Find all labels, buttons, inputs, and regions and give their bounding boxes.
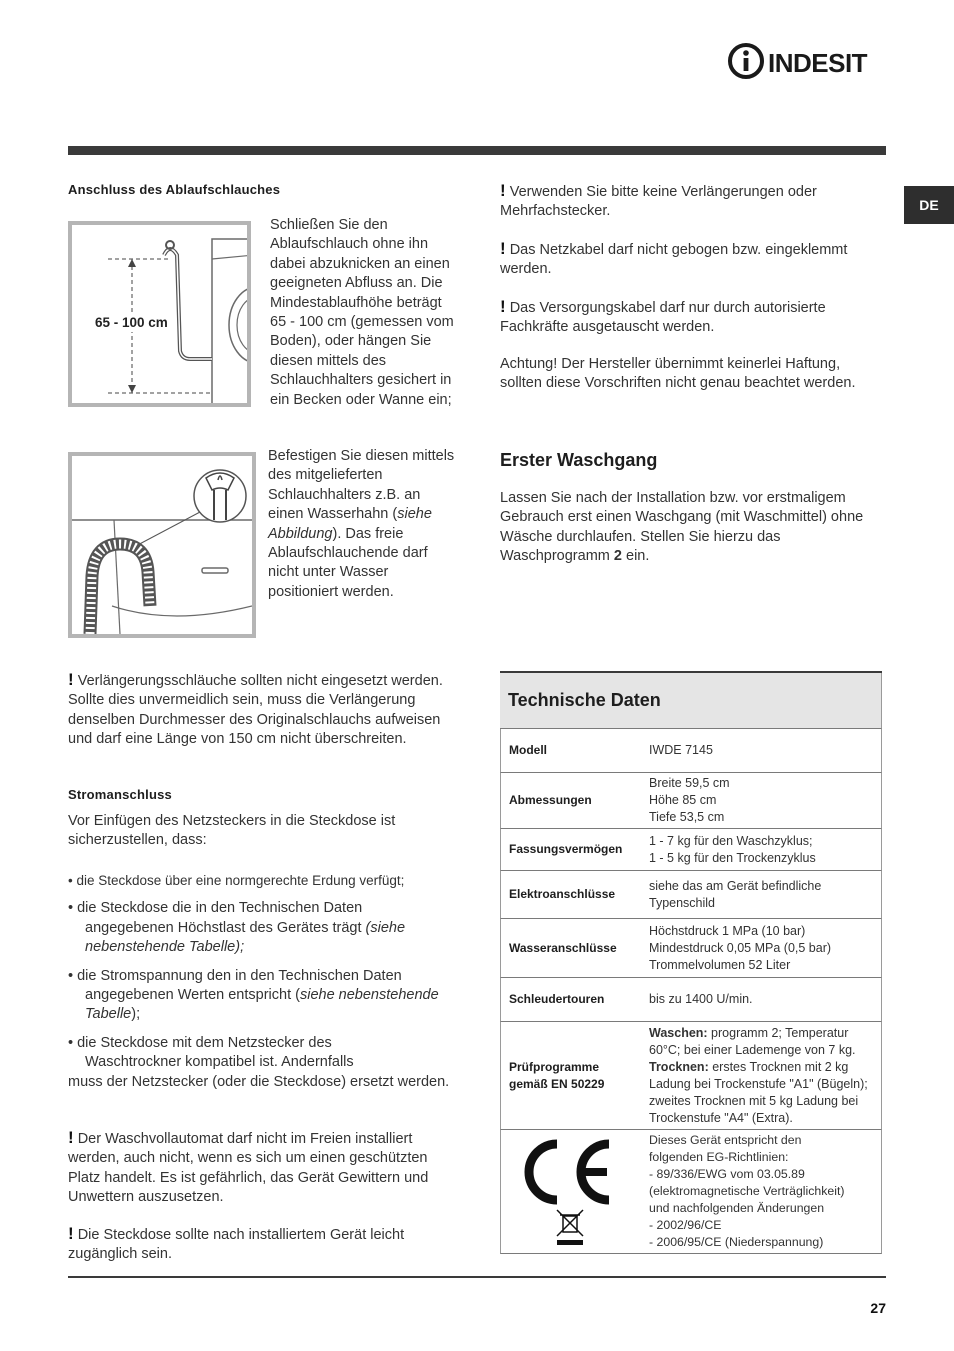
table-row: Schleudertouren bis zu 1400 U/min.: [500, 978, 882, 1022]
table-row: Dieses Gerät entspricht den folgenden EG-Richtlinien: - 89/336/EWG vom 03.05.89 (elektromagnetische Verträglichkeit) und nachfolgenden Änderungen - 2002/96/CE - 2006/95/CE (Niederspannung): [500, 1130, 882, 1254]
bullet-grounding: • die Steckdose über eine normgerechte Erdung verfügt;: [68, 873, 405, 888]
power-intro: Vor Einfügen des Netzsteckers in die Steckdose ist sicherzustellen, dass:: [68, 813, 396, 849]
first-wash-heading: Erster Waschgang: [500, 450, 658, 470]
warning-icon: !: [68, 1224, 74, 1243]
hose-holder-text: Befestigen Sie diesen mittels des mitgelieferten Schlauchhalters z.B. an einen Wasserhahn (siehe Abbildung). Das freie Ablaufschlauchende darf nicht unter Wasser positioniert werden.: [268, 448, 455, 600]
table-row: Wasseranschlüsse Höchstdruck 1 MPa (10 bar) Mindestdruck 0,05 MPa (0,5 bar) Trommelvolumen 52 Liter: [500, 919, 882, 978]
warning-icon: !: [500, 239, 506, 258]
outdoor-warning: ! Der Waschvollautomat darf nicht im Freien installiert werden, auch nicht, wenn es sich um einen geschützten Platz handelt. Es ist gefährlich, das Gerät Gewittern und Unwettern auszusetzen.: [68, 1128, 429, 1206]
height-range-label: 65 - 100 cm: [95, 315, 168, 330]
warning-cable-bent: ! Das Netzkabel darf nicht gebogen bzw. eingeklemmt werden.: [500, 239, 848, 278]
first-wash-text: Lassen Sie nach der Installation bzw. vor erstmaligem Gebrauch erst einen Waschgang (mit Waschmittel) ohne Wäsche durchlaufen. Stellen Sie hierzu das Waschprogramm 2 ein.: [500, 490, 864, 565]
warning-cable-replace: ! Das Versorgungskabel darf nur durch autorisierte Fachkräfte ausgetauscht werden.: [500, 297, 826, 336]
drain-connection-text: Schließen Sie den Ablaufschlauch ohne ihn dabei abzuknicken an einen geeigneten Abfluss an. Die Mindestablaufhöhe beträgt 65 - 100 cm (gemessen vom Boden), oder hängen Sie diesen mittels des Schlauchhalters gesichert in ein Becken oder Wanne ein;: [270, 217, 454, 408]
table-row: Modell IWDE 7145: [500, 729, 882, 773]
table-row: Prüfprogramme gemäß EN 50229 Waschen: programm 2; Temperatur 60°C; bei einer Lademenge von 7 kg. Trocknen: erstes Trocknen mit 2 kg Ladung bei Trockenstufe "A1" (Bügeln); zweites Trocknen mit 5 kg Ladung bei Trockenstufe "A4" (Extra).: [500, 1022, 882, 1130]
header-rule: [68, 146, 886, 155]
socket-access-warning: ! Die Steckdose sollte nach installiertem Gerät leicht zugänglich sein.: [68, 1224, 405, 1263]
power-bullets: [68, 871, 458, 1101]
language-tab: DE: [904, 186, 954, 224]
bullet-compatible: • die Steckdose mit dem Netzstecker des Waschtrockner kompatibel ist. Andernfalls muss der Netzstecker (oder die Steckdose) ersetzt werden.: [68, 1034, 450, 1090]
table-row: Abmessungen Breite 59,5 cm Höhe 85 cm Tiefe 53,5 cm: [500, 773, 882, 829]
tech-data-table: [500, 671, 882, 1254]
table-row: Elektroanschlüsse siehe das am Gerät befindliche Typenschild: [500, 871, 882, 919]
warning-no-extension: ! Verwenden Sie bitte keine Verlängerungen oder Mehrfachstecker.: [500, 181, 817, 220]
table-row: Fassungsvermögen 1 - 7 kg für den Waschzyklus; 1 - 5 kg für den Trockenzyklus: [500, 829, 882, 871]
weee-bin-icon: [557, 1210, 583, 1245]
bullet-voltage: • die Stromspannung den in den Technischen Daten angegebenen Werten entspricht (siehe nebenstehende Tabelle);: [68, 967, 439, 1023]
warning-icon: !: [500, 181, 506, 200]
drain-heading: Anschluss des Ablaufschlauches: [68, 182, 281, 197]
liability-caution: Achtung! Der Hersteller übernimmt keinerlei Haftung, sollten diese Vorschriften nicht genau beachtet werden.: [500, 356, 856, 392]
power-heading: Stromanschluss: [68, 787, 172, 802]
indesit-logo: [726, 40, 888, 82]
footer-rule: [68, 1276, 886, 1278]
drain-height-illustration: [68, 221, 251, 407]
bullet-load: • die Steckdose die in den Technischen Daten angegebenen Höchstlast des Gerätes trägt (siehe nebenstehende Tabelle);: [68, 900, 406, 956]
hose-holder-illustration: [68, 452, 256, 638]
warning-icon: !: [68, 670, 74, 689]
svg-text:INDESIT: INDESIT: [768, 48, 868, 78]
extension-hose-warning: ! Verlängerungsschläuche sollten nicht eingesetzt werden. Sollte dies unvermeidlich sein, muss die Verlängerung denselben Durchmesser des Originalschlauchs aufweisen und darf eine Länge von 150 cm nicht überschreiten.: [68, 670, 443, 748]
ce-mark-icon: [521, 1136, 621, 1248]
page-number: 27: [870, 1300, 886, 1316]
warning-icon: !: [68, 1128, 74, 1147]
tech-data-header: Technische Daten: [500, 673, 882, 729]
warning-icon: !: [500, 297, 506, 316]
